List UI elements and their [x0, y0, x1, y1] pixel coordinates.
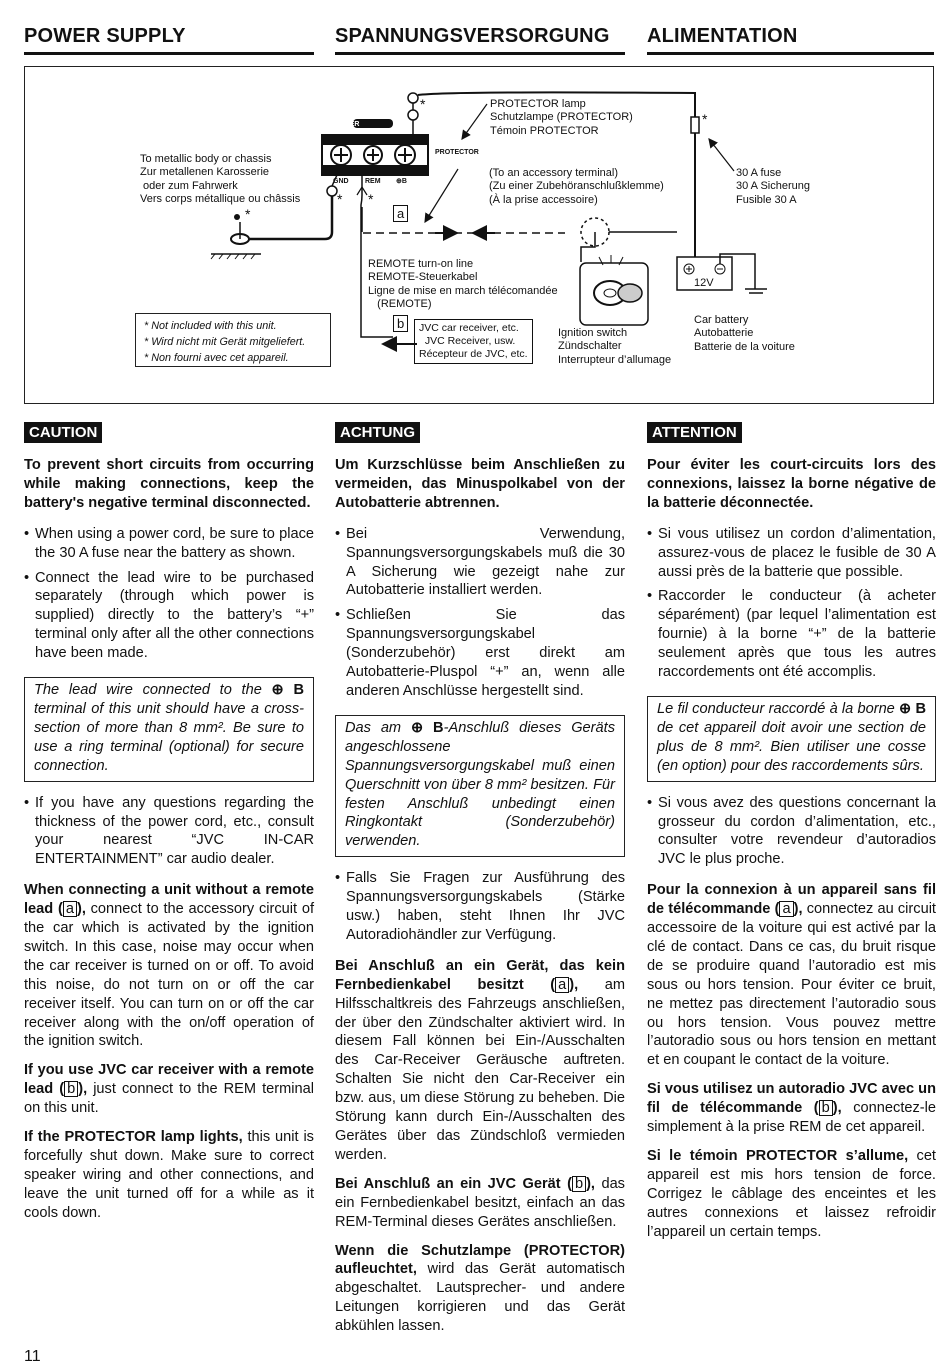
attention-lead: Pour éviter les court-circuits lors des connexions, laissez la borne négative de la batterie déconnectée. — [647, 457, 936, 511]
list-item: • If you have any questions regarding the thickness of the power cord, etc., consult your nearest “JVC IN-CAR ENTERTAINMENT” car audio dealer. — [24, 794, 314, 870]
power-label: POWER — [333, 121, 360, 128]
para-heading: ), — [832, 1100, 842, 1117]
caution-badge: CAUTION — [24, 422, 102, 443]
star-mark: * — [337, 191, 343, 207]
header-fr: ALIMENTATION — [647, 25, 798, 47]
label-a-ref: a — [779, 901, 793, 917]
paragraph-no-remote — [24, 881, 314, 1051]
star-mark: * — [245, 206, 251, 222]
paragraph-no-remote — [335, 957, 625, 1165]
screw-gnd-icon — [331, 145, 351, 165]
note-text: Das am — [345, 719, 411, 736]
para-heading: ), — [586, 1175, 595, 1192]
para-heading: Si vous utilisez un autoradio JVC avec un fil de télécommande ( — [647, 1081, 936, 1117]
label-a: a — [393, 205, 408, 222]
page-number: 11 — [24, 1348, 41, 1365]
para-heading: Si le témoin PROTECTOR s’allume, — [647, 1148, 909, 1164]
terminal-b-symbol: ⊕ B — [899, 700, 926, 717]
list-item: • Raccorder le conducteur (à acheter séparément) (par lequel l’alimentation est fournie) à la borne “+” de la batterie seulement après que tous les autres raccordements ont été accomplis. — [647, 587, 936, 682]
star-mark: * — [420, 96, 426, 112]
para-text: just connect to the REM terminal on this unit. — [24, 1081, 314, 1117]
para-text: connectez au circuit accessoire de la voiture qui est activé par la clé de contact. Dans ce cas, du bruit risque de se produire quand l’autoradio est mis sous ou hors tension. Pour éviter ce bruit, ne mettez pas directement l’autoradio sous ou hors tension. Vous pouvez mettre l’autoradio sous ou hors tension en mettant et en coupant le contact de la voiture. — [647, 901, 936, 1069]
para-heading: Pour la connexion à un appareil sans fil de télécommande ( — [647, 882, 936, 918]
para-heading: When connecting a unit without a remote lead ( — [24, 882, 314, 918]
protector-lamp-label: PROTECTOR lamp Schutzlampe (PROTECTOR) Témoin PROTECTOR — [490, 98, 633, 137]
remote-label: REMOTE turn-on line REMOTE-Steuerkabel Ligne de mise en march télécomandée (REMOTE) — [368, 258, 558, 311]
note-text: terminal of this unit should have a cross-section of more than 8 mm². Be sure to use a ring terminal (optional) for secure connection. — [34, 700, 304, 774]
para-heading: If you use JVC car receiver with a remote lead ( — [24, 1062, 314, 1098]
para-heading: Bei Anschluß an ein JVC Gerät ( — [335, 1175, 572, 1192]
para-text: cet appareil est mis hors tension de force. Corrigez le câblage des enceintes et les autres connexions et laissez refroidir l’appareil un certain temps. — [647, 1148, 936, 1240]
label-b-ref: b — [572, 1176, 586, 1192]
attention-list — [647, 525, 936, 682]
note-text: The lead wire connected to the — [34, 682, 272, 699]
para-heading: ), — [793, 901, 803, 918]
wiring-diagram — [24, 66, 934, 404]
para-heading: Wenn die Schutzlampe (PROTECTOR) aufleuchtet, — [335, 1242, 625, 1278]
header-en: POWER SUPPLY — [24, 25, 186, 47]
protector-panel-label: PROTECTOR — [435, 149, 479, 156]
paragraph-protector — [24, 1128, 314, 1223]
cross-section-note — [24, 677, 314, 782]
label-a-ref: a — [555, 977, 569, 993]
label-b-ref: b — [819, 1100, 833, 1116]
paragraph-remote — [24, 1061, 314, 1118]
terminal-b-symbol: ⊕ B — [410, 719, 444, 736]
label-b-ref: b — [64, 1081, 78, 1097]
note-text: de cet appareil doit avoir une section de plus de 8 mm². Bien utiliser une cosse (en option) pour des raccordements sûrs. — [657, 719, 926, 774]
list-item: • Si vous utilisez un cordon d’alimentation, assurez-vous de placez le fusible de 30 A aussi près de la batterie que possible. — [647, 525, 936, 582]
metallic-body-label: To metallic body or chassis Zur metallenen Karosserie oder zum Fahrwerk Vers corps métallique ou châssis — [140, 153, 301, 206]
header-rule — [335, 52, 625, 55]
note-line: * Wird nicht mit Gerät mitgeliefert. — [144, 336, 306, 348]
list-item: • Schließen Sie das Spannungsversorgungskabel (Sonderzubehör) erst direkt am Autobatterie-Pluspol “+” an, wenn alle anderen Anschlüsse hergestellt sind. — [335, 606, 625, 701]
list-item: • Falls Sie Fragen zur Ausführung des Spannungsversorgungskabels (Stärke usw.) haben, steht Ihnen Ihr JVC Autoradiohändler zur Verfügung. — [335, 869, 625, 945]
achtung-list — [335, 525, 625, 701]
not-included-note — [135, 313, 331, 367]
column-de — [335, 456, 625, 1346]
screw-b-icon — [395, 145, 415, 165]
caution-lead: To prevent short circuits from occurring while making connections, keep the battery's negative terminal disconnected. — [24, 457, 314, 511]
note-text: Le fil conducteur raccordé à la borne — [657, 700, 900, 717]
info-list — [335, 869, 625, 945]
paragraph-remote — [335, 1175, 625, 1232]
car-battery-label: Car battery Autobatterie Batterie de la voiture — [694, 314, 795, 353]
paragraph-protector — [647, 1147, 936, 1242]
terminal-rem-label: REM — [365, 178, 381, 185]
column-en — [24, 456, 314, 1233]
note-line: * Non fourni avec cet appareil. — [144, 352, 289, 364]
para-text: connectez-le simplement à la prise REM de cet appareil. — [647, 1100, 936, 1136]
para-text: this unit is forcefully shut down. Make sure to correct speaker wiring and other connections, and leave the unit turned off for a while as it cools down. — [24, 1129, 314, 1221]
column-fr — [647, 456, 936, 1252]
header-de: SPANNUNGSVERSORGUNG — [335, 25, 610, 47]
list-item: • Connect the lead wire to be purchased separately (through which power is supplied) directly to the battery’s “+” terminal only after all the other connections have been made. — [24, 569, 314, 664]
star-mark: * — [702, 111, 708, 127]
para-heading: If the PROTECTOR lamp lights, — [24, 1129, 243, 1146]
para-text: das ein Fernbedienkabel besitzt, einfach an das REM-Terminal dieses Gerätes anschließen. — [335, 1175, 625, 1230]
list-item: • When using a power cord, be sure to place the 30 A fuse near the battery as shown. — [24, 525, 314, 563]
note-text: -Anschluß dieses Geräts angeschlossene Spannungsversorgungskabel muß einen Querschnitt von über 8 mm² besitzen. Für festen Anschluß unbedingt einen Ringkontakt (Sonderzubehör) verwenden. — [345, 719, 615, 850]
para-heading: Bei Anschluß an ein Gerät, das kein Fernbedienkabel besitzt ( — [335, 957, 625, 993]
paragraph-remote — [647, 1080, 936, 1137]
terminal-gnd-label: GND — [333, 178, 349, 185]
para-heading: ), — [569, 976, 579, 993]
fuse-label: 30 A fuse 30 A Sicherung Fusible 30 A — [736, 167, 811, 206]
caution-list — [24, 525, 314, 663]
info-list — [24, 794, 314, 870]
note-line: * Not included with this unit. — [144, 320, 277, 332]
cross-section-note — [335, 715, 625, 857]
list-item: • Bei Verwendung, Spannungsversorgungskabels muß die 30 A Sicherung wie gezeigt nahe zur Autobatterie installiert werden. — [335, 525, 625, 601]
info-list — [647, 794, 936, 870]
ignition-switch-label: Ignition switch Zündschalter Interrupteur d’allumage — [558, 327, 672, 366]
list-item: • Si vous avez des questions concernant la grosseur du cordon d’alimentation, etc., consulter votre revendeur d’autoradios JVC le plus proche. — [647, 794, 936, 870]
label-a-ref: a — [63, 901, 77, 917]
label-b: b — [393, 315, 408, 332]
battery-voltage: 12V — [694, 277, 714, 289]
para-heading: ), — [76, 901, 86, 918]
achtung-lead: Um Kurzschlüsse beim Anschließen zu vermeiden, das Minuspolkabel von der Autobatterie abtrennen. — [335, 457, 625, 511]
header-rule — [647, 52, 934, 55]
cross-section-note — [647, 696, 936, 782]
jvc-receiver-box: JVC car receiver, etc. JVC Receiver, usw. Récepteur de JVC, etc. — [414, 319, 533, 364]
achtung-badge: ACHTUNG — [335, 422, 420, 443]
star-mark: * — [368, 191, 374, 207]
terminal-b-label: ⊕B — [396, 178, 407, 185]
paragraph-no-remote — [647, 881, 936, 1070]
fuse-icon — [691, 117, 699, 133]
para-text: am Hilfsschaltkreis des Fahrzeugs anschließen, der über den Zündschalter aktiviert wird. In diesem Fall können bei Ein-/Ausschalten des Car-Receiver Geräusche auftreten. Schalten Sie nicht den Car-Receiver ein bzw. aus, um diese Störung zu beheben. Die Störung kann durch Ein-/Ausschalten des Gerätes über das Zündschloß vermieden werden. — [335, 976, 625, 1163]
para-text: wird das Gerät automatisch abgeschaltet. Lautsprecher- und andere Leitungen korrigieren und das Gerät abkühlen lassen. — [335, 1261, 625, 1335]
para-heading: ), — [78, 1081, 88, 1098]
para-text: connect to the accessory circuit of the car which is activated by the ignition switch. In this case, noise may occur when the car receiver is turned on or off. To avoid this noise, do not turn on or off the car receiver itself. You can turn on or off the car receiver along with the on/off operation of the ignition switch. — [24, 901, 314, 1050]
attention-badge: ATTENTION — [647, 422, 742, 443]
paragraph-protector — [335, 1242, 625, 1337]
terminal-b-symbol: ⊕ B — [271, 682, 304, 699]
screw-rem-icon — [364, 146, 382, 164]
accessory-label: (To an accessory terminal) (Zu einer Zubehöranschlußklemme) (À la prise accessoire) — [489, 167, 664, 206]
header-rule — [24, 52, 314, 55]
